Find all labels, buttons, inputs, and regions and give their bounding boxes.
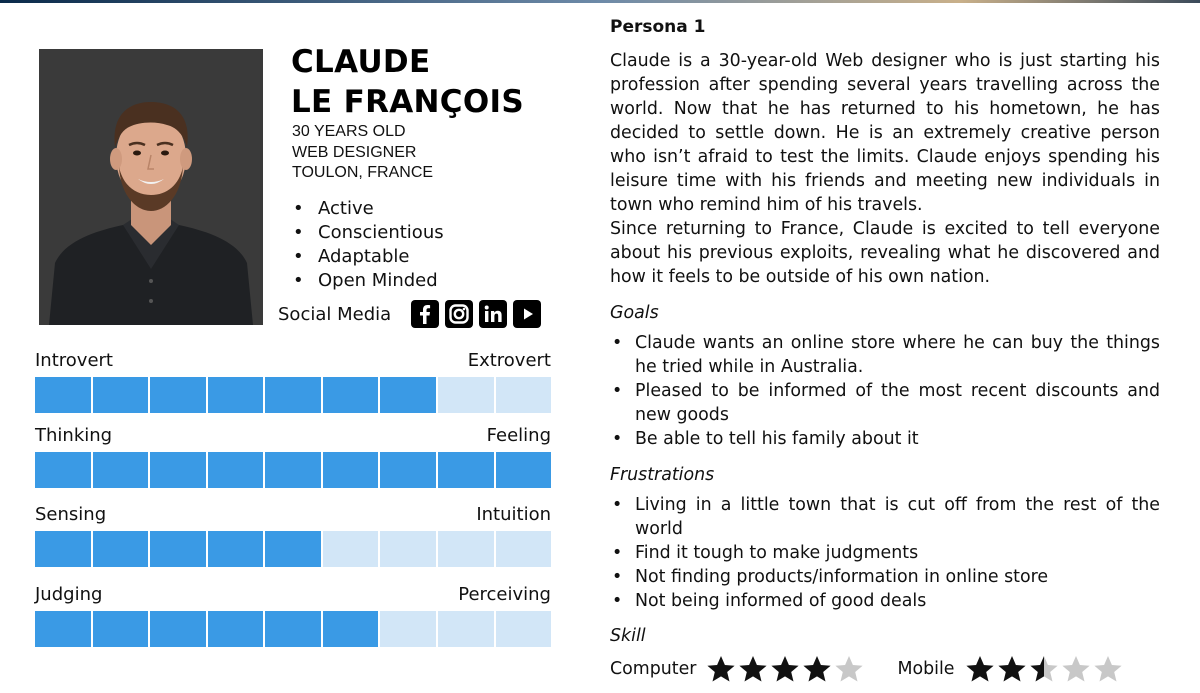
scale-segment-empty xyxy=(438,531,494,567)
social-media-label: Social Media xyxy=(278,303,392,325)
scale-segment-empty xyxy=(323,531,379,567)
scale-segment-empty xyxy=(496,531,552,567)
name-line-1: CLAUDE xyxy=(291,44,431,80)
scale-segment-filled xyxy=(323,452,379,488)
star-filled-icon xyxy=(705,654,737,684)
star-filled-icon xyxy=(996,654,1028,684)
star-filled-icon xyxy=(769,654,801,684)
bio-text xyxy=(610,49,1160,289)
instagram-icon[interactable] xyxy=(445,300,473,328)
skill-label: Mobile xyxy=(897,659,955,679)
scale-left-label: Thinking xyxy=(35,425,113,446)
top-decorative-strip xyxy=(0,0,1200,3)
star-rating xyxy=(705,654,865,684)
scale-left-label: Introvert xyxy=(35,350,113,371)
skill-mobile xyxy=(897,654,1123,684)
scale-right-label: Perceiving xyxy=(458,584,551,605)
scale-bar xyxy=(35,452,551,488)
scale-segment-filled xyxy=(208,611,264,647)
youtube-icon[interactable] xyxy=(513,300,541,328)
scale-sensing-intuition xyxy=(35,503,551,527)
scale-segment-empty xyxy=(438,611,494,647)
scale-segment-filled xyxy=(208,377,264,413)
goals-list xyxy=(610,331,1160,451)
scale-thinking-feeling xyxy=(35,424,551,448)
scale-segment-filled xyxy=(323,377,379,413)
scale-judging-perceiving xyxy=(35,583,551,607)
bio-paragraph-1: Claude is a 30-year-old Web designer who is just starting his profession after spending several years travelling across the world. Now that he has returned to his hometown, he has decided to settle down. He is an extremely creative person who isn’t afraid to test the limits. Claude enjoys spending his leisure time with his friends and meeting new individuals in town who remind him of his travels. xyxy=(610,51,1160,215)
goal-item: • Claude wants an online store where he can buy the things he tried while in Australia. xyxy=(610,331,1160,379)
goals-heading: Goals xyxy=(610,303,659,323)
scale-right-label: Feeling xyxy=(486,425,551,446)
trait-item: • Adaptable xyxy=(292,245,444,269)
scale-segment-filled xyxy=(150,531,206,567)
scale-segment-empty xyxy=(438,377,494,413)
star-filled-icon xyxy=(737,654,769,684)
scale-segment-filled xyxy=(380,452,436,488)
frustration-item: • Living in a little town that is cut off from the rest of the world xyxy=(610,493,1160,541)
skill-heading: Skill xyxy=(610,626,646,646)
scale-segment-empty xyxy=(496,377,552,413)
age: 30 YEARS OLD xyxy=(292,123,406,140)
scale-segment-empty xyxy=(380,611,436,647)
persona-details xyxy=(610,14,1160,613)
name-line-2: LE FRANÇOIS xyxy=(291,84,524,120)
scale-segment-filled xyxy=(150,377,206,413)
scale-segment-filled xyxy=(93,377,149,413)
skill-label: Computer xyxy=(610,659,697,679)
scale-right-label: Intuition xyxy=(476,504,551,525)
social-media-row xyxy=(278,300,541,328)
scale-segment-filled xyxy=(150,611,206,647)
star-empty-icon xyxy=(1092,654,1124,684)
occupation: WEB DESIGNER xyxy=(292,143,417,161)
frustration-item: • Not finding products/information in online store xyxy=(610,565,1160,589)
scale-segment-filled xyxy=(438,452,494,488)
profile-photo xyxy=(39,49,263,325)
star-empty-icon xyxy=(1060,654,1092,684)
skills-row xyxy=(610,654,1124,684)
scale-bar xyxy=(35,611,551,647)
facebook-icon[interactable] xyxy=(411,300,439,328)
traits-list xyxy=(292,197,444,293)
goal-item: • Be able to tell his family about it xyxy=(610,427,1160,451)
scale-bar xyxy=(35,531,551,567)
star-filled-icon xyxy=(964,654,996,684)
skill-computer xyxy=(610,654,865,684)
scale-left-label: Sensing xyxy=(35,504,107,525)
scale-segment-filled xyxy=(93,531,149,567)
scale-segment-filled xyxy=(265,452,321,488)
goal-item: • Pleased to be informed of the most recent discounts and new goods xyxy=(610,379,1160,427)
scale-segment-empty xyxy=(496,611,552,647)
scale-segment-filled xyxy=(323,611,379,647)
frustration-item: • Find it tough to make judgments xyxy=(610,541,1160,565)
scale-segment-filled xyxy=(496,452,552,488)
scale-segment-filled xyxy=(35,531,91,567)
persona-meta xyxy=(292,122,433,184)
trait-item: • Active xyxy=(292,197,444,221)
scale-segment-filled xyxy=(208,452,264,488)
scale-right-label: Extrovert xyxy=(467,350,551,371)
star-empty-icon xyxy=(833,654,865,684)
persona-name xyxy=(291,42,524,122)
persona-title: Persona 1 xyxy=(610,17,706,37)
star-rating xyxy=(964,654,1124,684)
scale-segment-filled xyxy=(93,452,149,488)
scale-segment-filled xyxy=(35,377,91,413)
scale-segment-filled xyxy=(150,452,206,488)
frustrations-list xyxy=(610,493,1160,613)
frustration-item: • Not being informed of good deals xyxy=(610,589,1160,613)
scale-segment-empty xyxy=(380,531,436,567)
scale-segment-filled xyxy=(35,611,91,647)
trait-item: • Open Minded xyxy=(292,269,444,293)
star-filled-icon xyxy=(801,654,833,684)
scale-segment-filled xyxy=(265,611,321,647)
star-half-icon xyxy=(1028,654,1060,684)
scale-segment-filled xyxy=(265,531,321,567)
scale-segment-filled xyxy=(265,377,321,413)
scale-segment-filled xyxy=(93,611,149,647)
trait-item: • Conscientious xyxy=(292,221,444,245)
scale-segment-filled xyxy=(35,452,91,488)
scale-bar xyxy=(35,377,551,413)
scale-segment-filled xyxy=(208,531,264,567)
scale-introvert-extrovert xyxy=(35,349,551,373)
linkedin-icon[interactable] xyxy=(479,300,507,328)
social-icons xyxy=(411,300,541,328)
scale-left-label: Judging xyxy=(35,584,103,605)
frustrations-heading: Frustrations xyxy=(610,465,715,485)
bio-paragraph-2: Since returning to France, Claude is excited to tell everyone about his previous exploits, revealing what he discovered and how it feels to be outside of his own nation. xyxy=(610,219,1160,287)
scale-segment-filled xyxy=(380,377,436,413)
location: TOULON, FRANCE xyxy=(292,164,434,181)
